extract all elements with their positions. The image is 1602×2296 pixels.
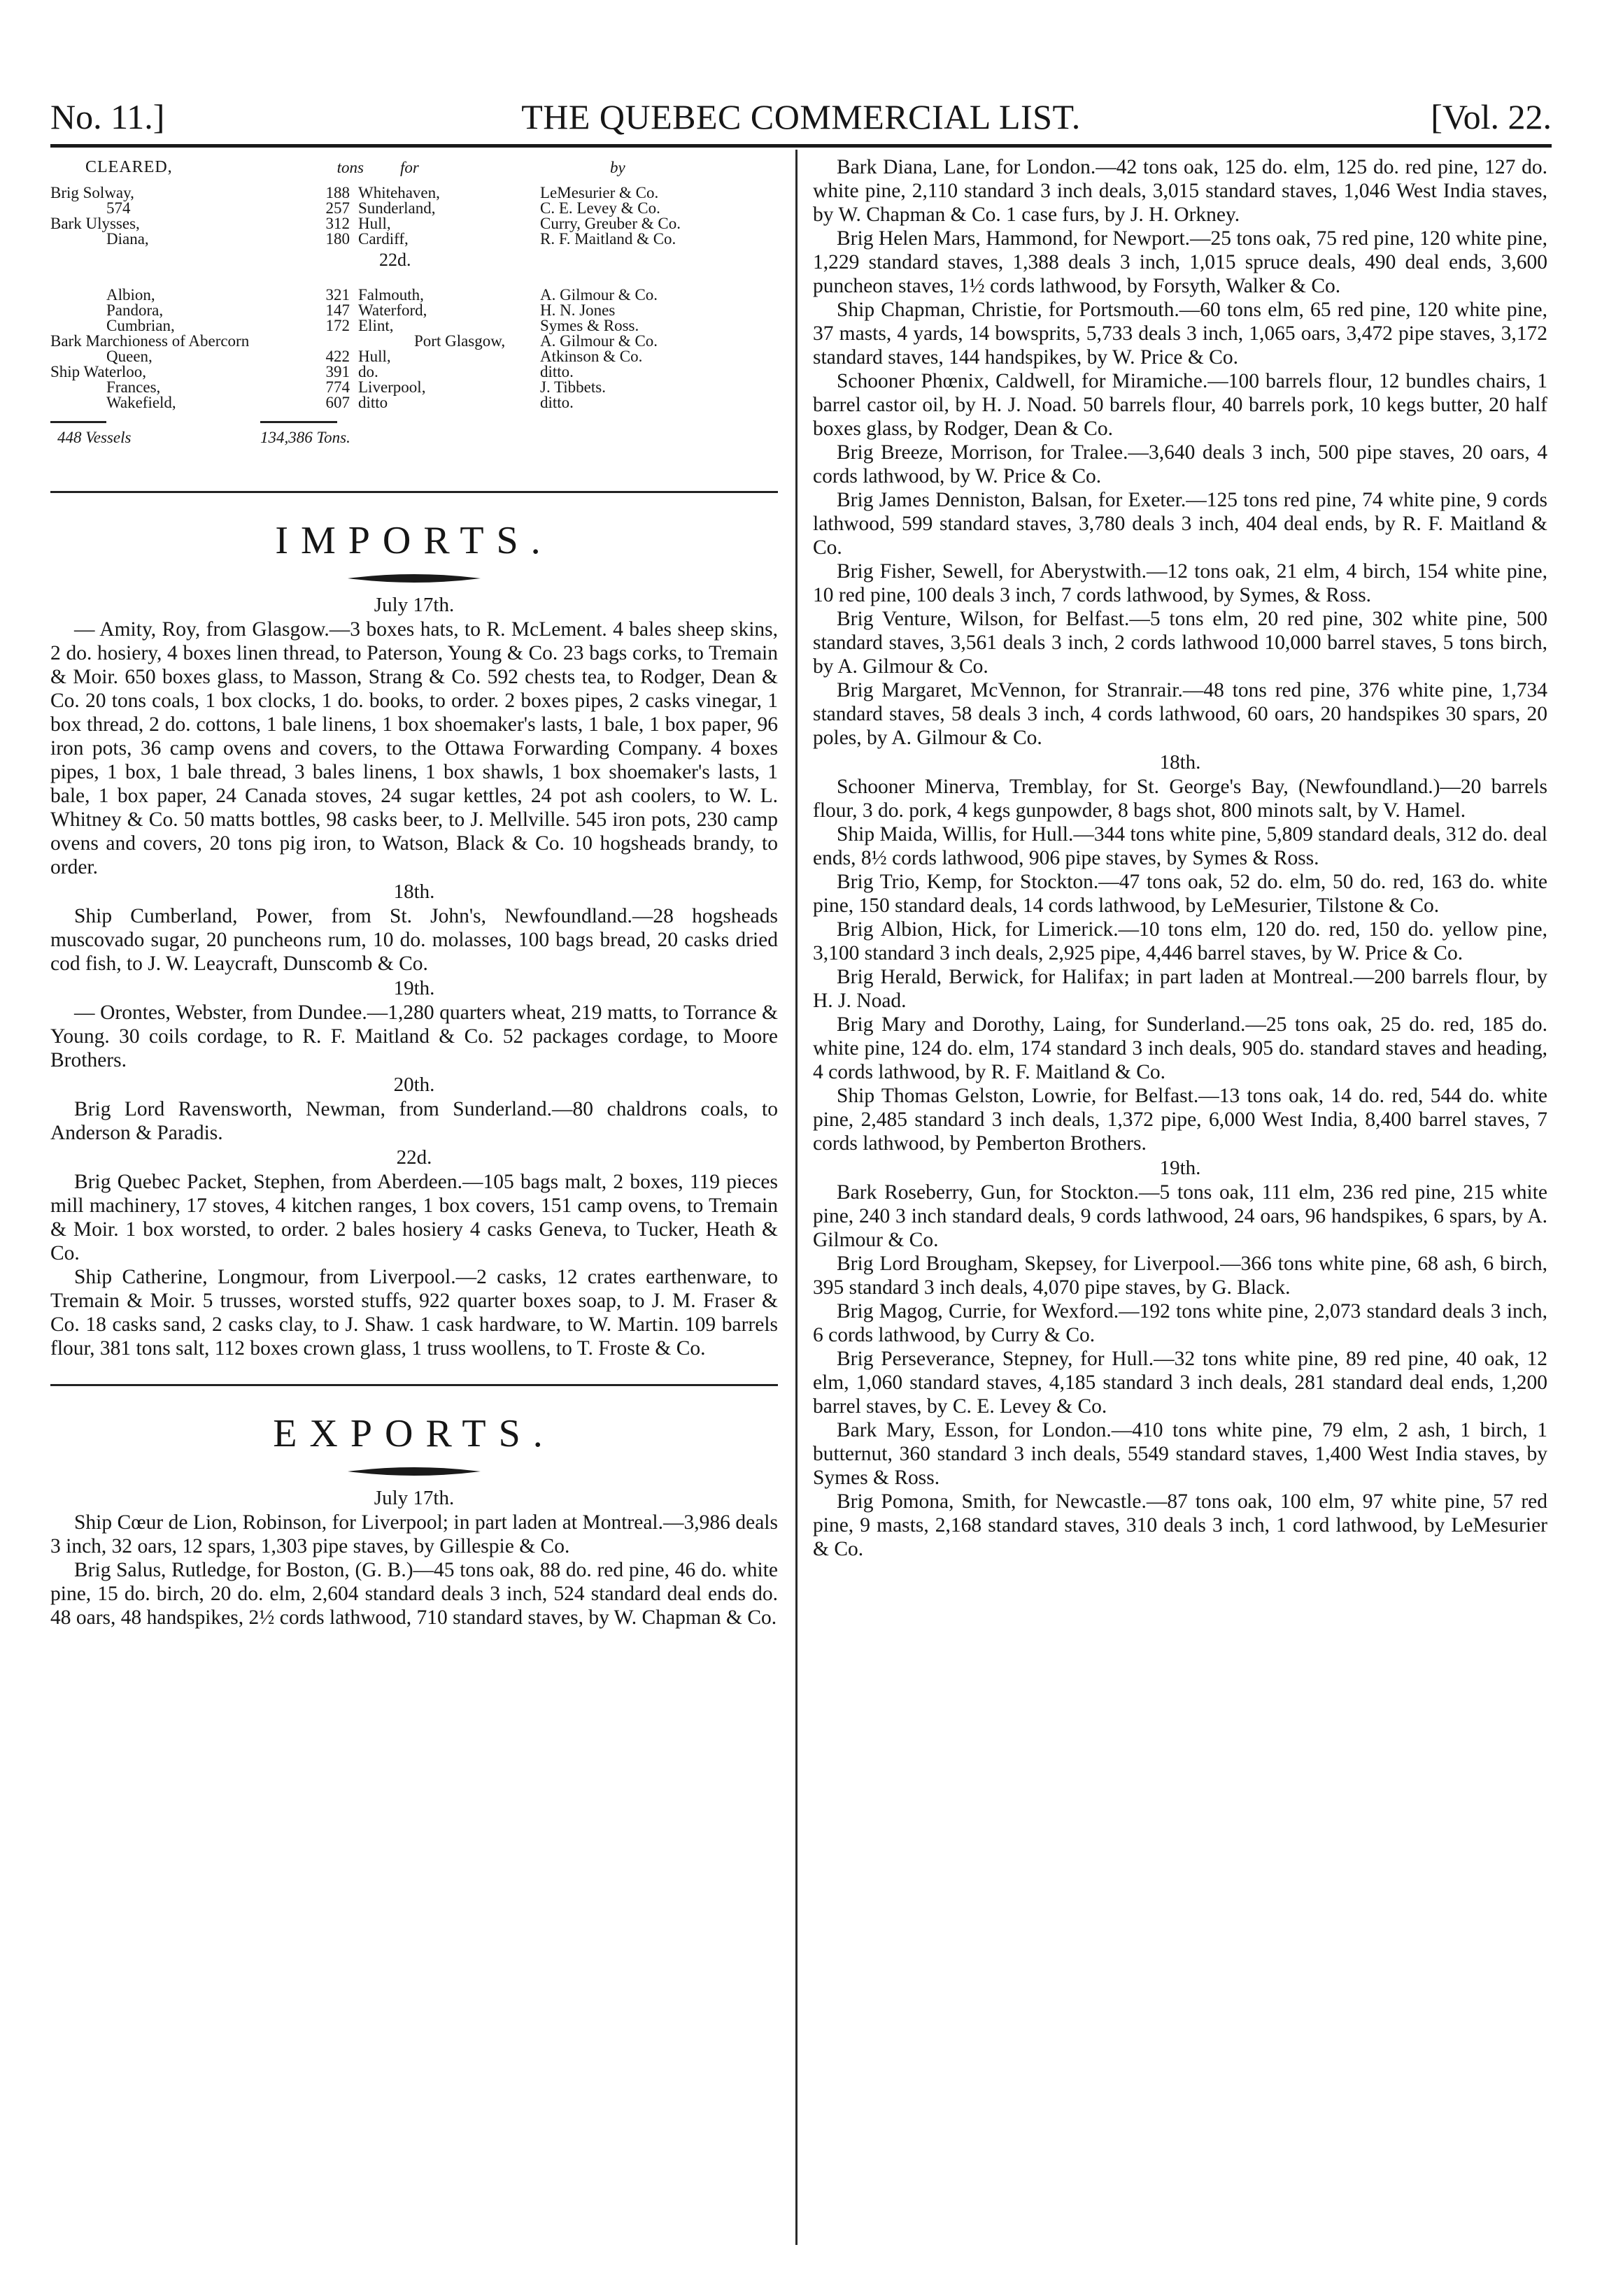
cleared-row-for: Port Glasgow,	[414, 332, 506, 350]
ornament-icon	[348, 1464, 481, 1478]
import-entry: Brig Quebec Packet, Stephen, from Aberdeen.—105 bags malt, 2 boxes, 119 pieces mill machinery, 17 stoves, 4 kitchen ranges, 1 box covers, 151 camp ovens, to Tremain & Moir. 1 box worsted, to order. 2 bales hosiery 4 casks Geneva, to Tucker, Heath & Co.	[50, 1171, 778, 1264]
export-entry: Brig Margaret, McVennon, for Stranrair.—48 tons red pine, 376 white pine, 1,734 standard staves, 58 deals 3 inch, 4 cords lathwood, 60 oars, 20 handspikes 30 spars, 20 poles, by A. Gilmour & Co.	[813, 679, 1547, 749]
cleared-row-name: Ship Waterloo,	[50, 363, 146, 380]
cleared-row-by: ditto.	[540, 363, 574, 380]
cleared-header-for: for	[400, 159, 419, 176]
export-entry: Brig Fisher, Sewell, for Aberystwith.—12 tons oak, 21 elm, 4 birch, 154 white pine, 10 red pine, 100 deals 3 inch, 7 cords lathwood, by Symes, & Ross.	[813, 560, 1547, 606]
entry-date: 18th.	[1159, 751, 1201, 773]
cleared-row-for: Cardiff,	[358, 230, 409, 248]
cleared-row-name: Pandora,	[106, 301, 164, 319]
cleared-row-for: Hull,	[358, 348, 391, 365]
cleared-row-tons: 312	[325, 215, 350, 232]
cleared-row-tons: 147	[325, 301, 350, 319]
right-column	[813, 155, 1547, 1561]
imports-list	[50, 592, 778, 1360]
cleared-row-for: Hull,	[358, 215, 391, 232]
export-entry: Schooner Minerva, Tremblay, for St. George's Bay, (Newfoundland.)—20 barrels flour, 3 do. pork, 4 kegs gunpowder, 8 bags shot, 800 minots salt, by V. Hamel.	[813, 776, 1547, 822]
cleared-row-name: Frances,	[106, 378, 161, 396]
cleared-row-name: Brig Solway,	[50, 184, 134, 201]
entry-date: 19th.	[1159, 1157, 1201, 1179]
export-entry: Ship Maida, Willis, for Hull.—344 tons white pine, 5,809 standard deals, 312 do. deal ends, 8½ cords lathwood, 906 pipe staves, by Symes & Ross.	[813, 823, 1547, 869]
export-entry: Ship Chapman, Christie, for Portsmouth.—60 tons elm, 65 red pine, 120 white pine, 37 masts, 4 yards, 14 bowsprits, 5,733 deals 3 inch, 1,065 oars, 3,472 pipe staves, 3,172 standard staves, 144 handspikes, by W. Price & Co.	[813, 299, 1547, 369]
cleared-date: 22d.	[379, 250, 411, 270]
cleared-row-tons: 180	[325, 230, 350, 248]
export-entry: Brig James Denniston, Balsan, for Exeter.—125 tons red pine, 74 white pine, 9 cords lathwood, 599 standard staves, 3,780 deals 3 inch, 404 deal ends, by R. F. Maitland & Co.	[813, 489, 1547, 559]
exports-rule	[50, 1384, 778, 1386]
cleared-row-name: Diana,	[106, 230, 149, 248]
publication-title: THE QUEBEC COMMERCIAL LIST.	[521, 97, 1081, 136]
export-entry: Brig Salus, Rutledge, for Boston, (G. B.)—45 tons oak, 88 do. red pine, 46 do. white pine, 15 do. birch, 20 do. elm, 2,604 standard deals 3 inch, 524 standard deal ends do. 48 oars, 48 handspikes, 2½ cords lathwood, 710 standard staves, by W. Chapman & Co.	[50, 1559, 778, 1629]
export-entry: Brig Lord Brougham, Skepsey, for Liverpool.—366 tons white pine, 68 ash, 6 birch, 395 standard 3 inch deals, 4,070 pipe staves, by G. Black.	[813, 1253, 1547, 1299]
cleared-row-by: C. E. Levey & Co.	[540, 199, 660, 217]
export-entry: Brig Helen Mars, Hammond, for Newport.—25 tons oak, 75 red pine, 120 white pine, 1,229 standard staves, 1,388 deals 3 inch, 1,015 spruce deals, 490 deal ends, 3,600 puncheon staves, 1½ cords lathwood, by Forsyth, Walker & Co.	[813, 227, 1547, 297]
issue-number: No. 11.]	[50, 97, 165, 136]
entry-date: 22d.	[396, 1146, 432, 1169]
cleared-row-by: ditto.	[540, 394, 574, 411]
total-vessels: 448 Vessels	[57, 429, 132, 446]
export-entry: Bark Diana, Lane, for London.—42 tons oak, 125 do. elm, 125 do. red pine, 127 do. white pine, 2,110 standard 3 inch deals, 3,015 standard staves, 1,046 West India staves, by W. Chapman & Co. 1 case furs, by J. H. Orkney.	[813, 156, 1547, 226]
masthead	[50, 97, 1552, 138]
export-entry: Brig Albion, Hick, for Limerick.—10 tons elm, 120 do. red, 150 do. yellow pine, 3,100 standard 3 inch deals, 2,925 pipe, 4,446 barrel staves, by W. Price & Co.	[813, 918, 1547, 964]
cleared-row-tons: 172	[325, 317, 350, 334]
cleared-row-by: LeMesurier & Co.	[540, 184, 659, 201]
cleared-row-for: Falmouth,	[358, 286, 424, 304]
cleared-row-tons: 321	[325, 286, 350, 304]
vessels-total-rule	[50, 421, 106, 423]
entry-date: 20th.	[393, 1074, 435, 1096]
cleared-row-tons: 257	[325, 199, 350, 217]
cleared-row-tons: 774	[325, 378, 350, 396]
cleared-row-tons: 188	[325, 184, 350, 201]
export-entry: Schooner Phœnix, Caldwell, for Miramiche.—100 barrels flour, 12 bundles chairs, 1 barrel castor oil, by H. J. Noad. 50 barrels flour, 40 barrels pork, 10 kegs butter, 20 half boxes glass, by Rodger, Dean & Co.	[813, 370, 1547, 440]
export-entry: Brig Breeze, Morrison, for Tralee.—3,640 deals 3 inch, 500 pipe staves, 20 oars, 4 cords lathwood, by W. Price & Co.	[813, 441, 1547, 487]
cleared-row-tons: 391	[325, 363, 350, 380]
cleared-row-name: Wakefield,	[106, 394, 176, 411]
export-entry: Brig Trio, Kemp, for Stockton.—47 tons oak, 52 do. elm, 50 do. red, 163 do. white pine, 150 standard deals, 14 cords lathwood, by LeMesurier, Tilstone & Co.	[813, 871, 1547, 917]
cleared-row-by: R. F. Maitland & Co.	[540, 230, 676, 248]
export-entry: Bark Roseberry, Gun, for Stockton.—5 tons oak, 111 elm, 236 red pine, 215 white pine, 240 3 inch standard deals, 9 cords lathwood, 24 oars, 96 handspikes, 6 spars, by A. Gilmour & Co.	[813, 1181, 1547, 1251]
volume-number: [Vol. 22.	[1431, 97, 1552, 136]
export-entry: Ship Thomas Gelston, Lowrie, for Belfast.—13 tons oak, 14 do. red, 544 do. white pine, 2,485 standard 3 inch deals, 1,372 pipe, 6,000 West India, 8,400 barrel staves, 7 cords lathwood, by Pemberton Brothers.	[813, 1085, 1547, 1155]
imports-heading: IMPORTS.	[275, 519, 553, 562]
cleared-row-for: Liverpool,	[358, 378, 426, 396]
tons-total-rule	[260, 421, 337, 423]
cleared-row-by: H. N. Jones	[540, 301, 616, 319]
exports-list-left	[50, 1485, 778, 1630]
total-tons: 134,386 Tons.	[260, 429, 350, 446]
cleared-header-tons: tons	[336, 159, 364, 176]
column-divider	[795, 150, 798, 2245]
import-entry: Brig Lord Ravensworth, Newman, from Sunderland.—80 chaldrons coals, to Anderson & Paradis.	[50, 1098, 778, 1144]
cleared-row-by: Symes & Ross.	[540, 317, 639, 334]
import-entry: — Orontes, Webster, from Dundee.—1,280 quarters wheat, 219 matts, to Torrance & Young. 30 coils cordage, to R. F. Maitland & Co. 52 packages cordage, to Moore Brothers.	[50, 1001, 778, 1071]
ornament-icon	[348, 571, 481, 585]
cleared-row-name: Cumbrian,	[106, 317, 175, 334]
cleared-row-for: Waterford,	[358, 301, 427, 319]
exports-list-right	[813, 155, 1547, 1561]
cleared-row-tons: 607	[325, 394, 350, 411]
export-entry: Brig Venture, Wilson, for Belfast.—5 tons elm, 20 red pine, 302 white pine, 500 standard staves, 3,561 deals 3 inch, 2 cords lathwood 10,000 barrel staves, 5 tons birch, by A. Gilmour & Co.	[813, 608, 1547, 678]
export-entry: Brig Magog, Currie, for Wexford.—192 tons white pine, 2,073 standard deals 3 inch, 6 cords lathwood, by Curry & Co.	[813, 1300, 1547, 1346]
left-column	[50, 155, 778, 1630]
export-entry: Brig Herald, Berwick, for Halifax; in part laden at Montreal.—200 barrels flour, by H. J. Noad.	[813, 966, 1547, 1012]
cleared-row-name: 574	[106, 199, 131, 217]
export-entry: Brig Mary and Dorothy, Laing, for Sunderland.—25 tons oak, 25 do. red, 185 do. white pine, 124 do. elm, 174 standard 3 inch deals, 905 do. standard staves and heading, 4 cords lathwood, by R. F. Maitland & Co.	[813, 1013, 1547, 1083]
cleared-row-for: Elint,	[358, 317, 394, 334]
export-entry: Brig Perseverance, Stepney, for Hull.—32 tons white pine, 89 red pine, 40 oak, 12 elm, 1,060 standard staves, 4,185 standard 3 inch deals, 281 standard deal ends, 1,200 barrel staves, by C. E. Levey & Co.	[813, 1348, 1547, 1418]
export-entry: Brig Pomona, Smith, for Newcastle.—87 tons oak, 100 elm, 97 white pine, 57 red pine, 9 masts, 2,168 standard staves, 310 deals 3 inch, 1 cord lathwood, by LeMesurier & Co.	[813, 1490, 1547, 1560]
cleared-row-name: Bark Marchioness of Abercorn	[50, 332, 250, 350]
cleared-header-name: CLEARED,	[85, 158, 173, 176]
cleared-row-by: Atkinson & Co.	[540, 348, 643, 365]
cleared-row-for: Whitehaven,	[358, 184, 440, 201]
cleared-row-by: A. Gilmour & Co.	[540, 332, 658, 350]
cleared-row-for: ditto	[358, 394, 388, 411]
cleared-row-by: J. Tibbets.	[540, 378, 606, 396]
entry-date: July 17th.	[374, 1487, 455, 1509]
cleared-row-by: Curry, Greuber & Co.	[540, 215, 681, 232]
masthead-rule	[50, 144, 1552, 148]
cleared-row-name: Albion,	[106, 286, 155, 304]
import-entry: Ship Catherine, Longmour, from Liverpool.—2 casks, 12 crates earthenware, to Tremain & Moir. 5 trusses, worsted stuffs, 922 quarter boxes soap, to J. M. Fraser & Co. 18 casks sand, 2 casks clay, to J. Shaw. 1 cask hardware, to W. Martin. 109 barrels flour, 381 tons salt, 112 boxes crown glass, 1 truss woollens, to T. Froste & Co.	[50, 1266, 778, 1360]
cleared-table	[50, 155, 778, 512]
cleared-row-name: Bark Ulysses,	[50, 215, 140, 232]
cleared-row-tons: 422	[325, 348, 350, 365]
cleared-row-name: Queen,	[106, 348, 153, 365]
export-entry: Ship Cœur de Lion, Robinson, for Liverpool; in part laden at Montreal.—3,986 deals 3 inch, 32 oars, 12 spars, 1,303 pipe staves, by Gillespie & Co.	[50, 1511, 778, 1557]
entry-date: 18th.	[393, 880, 435, 903]
entry-date: July 17th.	[374, 594, 455, 616]
import-entry: Ship Cumberland, Power, from St. John's, Newfoundland.—28 hogsheads muscovado sugar, 20 puncheons rum, 10 do. molasses, 100 bags bread, 20 casks dried cod fish, to J. W. Leaycraft, Dunscomb & Co.	[50, 905, 778, 975]
import-entry: — Amity, Roy, from Glasgow.—3 boxes hats, to R. McLement. 4 bales sheep skins, 2 do. hosiery, 4 boxes linen thread, to Paterson, Young & Co. 23 bags corks, to Tremain & Moir. 650 boxes glass, to Masson, Strang & Co. 592 chests tea, to Rodger, Dean & Co. 20 tons coals, 1 box clocks, 1 do. books, to order. 2 boxes pipes, 2 casks vinegar, 1 box thread, 2 do. cottons, 1 bale linens, 1 box shoemaker's lasts, 1 bale, 1 box paper, 96 iron pots, 36 camp ovens and covers, to the Ottawa Forwarding Company. 4 boxes pipes, 1 box, 1 bale thread, 3 bales linens, 1 box shawls, 1 box shoemaker's lasts, 1 bale, 1 box paper, 24 Canada stoves, 24 sugar kettles, 24 pot ash coolers, to W. L. Whitney & Co. 50 matts bottles, 98 casks beer, to J. Mellville. 545 iron pots, 230 camp ovens and covers, 20 tons pig iron, to Watson, Black & Co. 10 hogsheads brandy, to order.	[50, 618, 778, 878]
cleared-row-for: do.	[358, 363, 378, 380]
cleared-row-by: A. Gilmour & Co.	[540, 286, 658, 304]
entry-date: 19th.	[393, 977, 435, 999]
exports-heading: EXPORTS.	[273, 1412, 555, 1455]
cleared-row-for: Sunderland,	[358, 199, 436, 217]
export-entry: Bark Mary, Esson, for London.—410 tons white pine, 79 elm, 2 ash, 1 birch, 1 butternut, 360 standard 3 inch deals, 5549 standard staves, 1,400 West India staves, by Symes & Ross.	[813, 1419, 1547, 1489]
cleared-header-by: by	[610, 159, 625, 176]
